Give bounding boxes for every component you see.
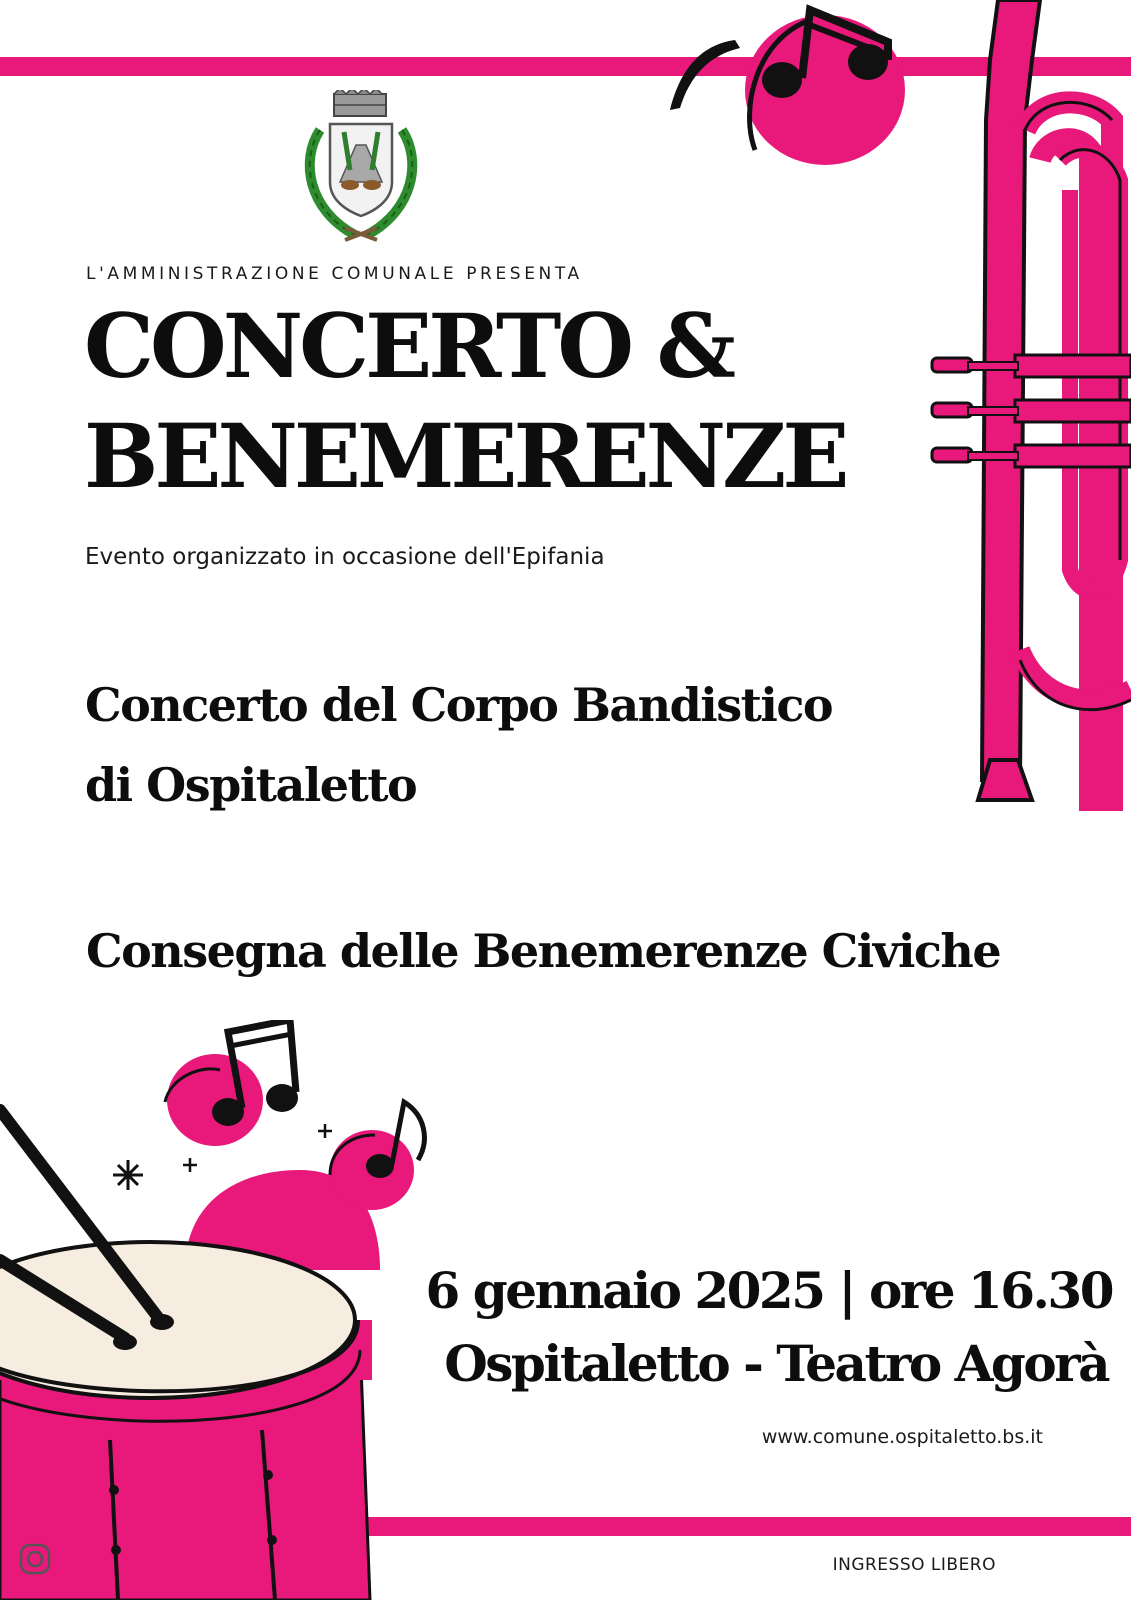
title-line-1: CONCERTO & (84, 294, 733, 398)
ceremony-line: Consegna delle Benemerenze Civiche (86, 924, 1001, 978)
event-venue: Ospitaletto - Teatro Agorà (444, 1334, 1108, 1393)
instagram-icon[interactable] (18, 1542, 52, 1576)
municipal-coat-of-arms-icon (300, 90, 422, 246)
event-datetime: 6 gennaio 2025 | ore 16.30 (425, 1261, 1112, 1320)
entry-info: INGRESSO LIBERO (832, 1555, 996, 1575)
presenter-line: L'AMMINISTRAZIONE COMUNALE PRESENTA (86, 264, 583, 284)
concert-line-1: Concerto del Corpo Bandistico (85, 678, 833, 732)
website-link[interactable]: www.comune.ospitaletto.bs.it (761, 1426, 1043, 1448)
drum-illustration (0, 1020, 440, 1600)
subtitle: Evento organizzato in occasione dell'Epifania (85, 544, 605, 570)
concert-line-2: di Ospitaletto (85, 758, 417, 812)
title-line-2: BENEMERENZE (84, 404, 846, 508)
